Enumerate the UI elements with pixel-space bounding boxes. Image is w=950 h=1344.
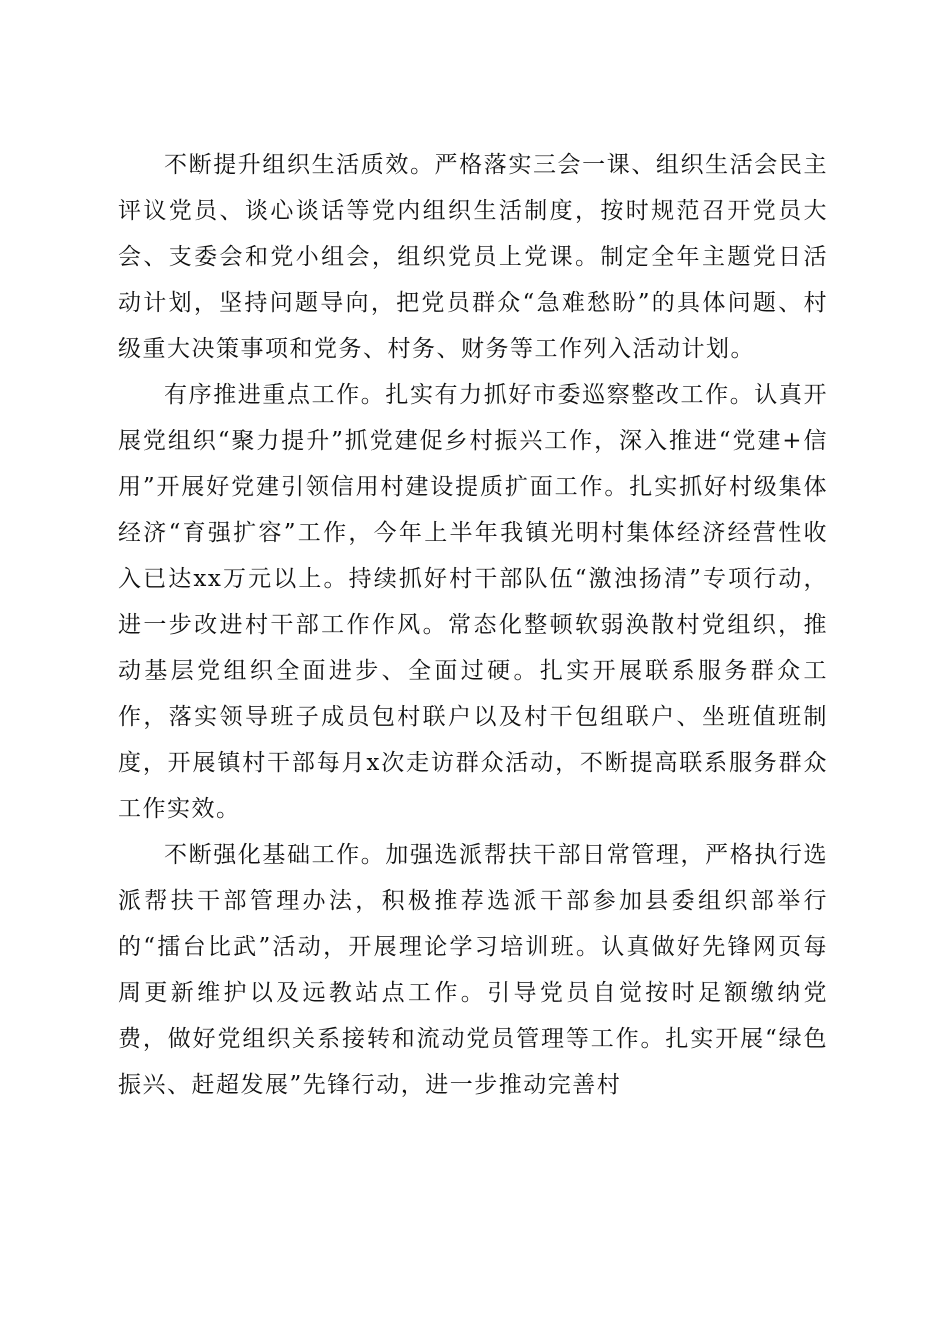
paragraph-organization-life: 不断提升组织生活质效。严格落实三会一课、组织生活会民主评议党员、谈心谈话等党内组织生活制度，按时规范召开党员大会、支委会和党小组会，组织党员上党课。制定全年主题党日活动计划，坚持问题导向，把党员群众“急难愁盼”的具体问题、村级重大决策事项和党务、村务、财务等工作列入活动计划。 <box>118 152 828 362</box>
paragraph-basic-work: 不断强化基础工作。加强选派帮扶干部日常管理，严格执行选派帮扶干部管理办法，积极推荐选派干部参加县委组织部举行的“擂台比武”活动，开展理论学习培训班。认真做好先锋网页每周更新维护以及远教站点工作。引导党员自觉按时足额缴纳党费，做好党组织关系接转和流动党员管理等工作。扎实开展“绿色振兴、赶超发展”先锋行动，进一步推动完善村 <box>118 842 828 1098</box>
document-body <box>118 142 828 1108</box>
paragraph-key-work: 有序推进重点工作。扎实有力抓好市委巡察整改工作。认真开展党组织“聚力提升”抓党建促乡村振兴工作，深入推进“党建+信用”开展好党建引领信用村建设提质扩面工作。扎实抓好村级集体经济“育强扩容”工作，今年上半年我镇光明村集体经济经营性收入已达xx万元以上。持续抓好村干部队伍“激浊扬清”专项行动，进一步改进村干部工作作风。常态化整顿软弱涣散村党组织，推动基层党组织全面进步、全面过硬。扎实开展联系服务群众工作，落实领导班子成员包村联户以及村干包组联户、坐班值班制度，开展镇村干部每月x次走访群众活动，不断提高联系服务群众工作实效。 <box>118 382 828 822</box>
